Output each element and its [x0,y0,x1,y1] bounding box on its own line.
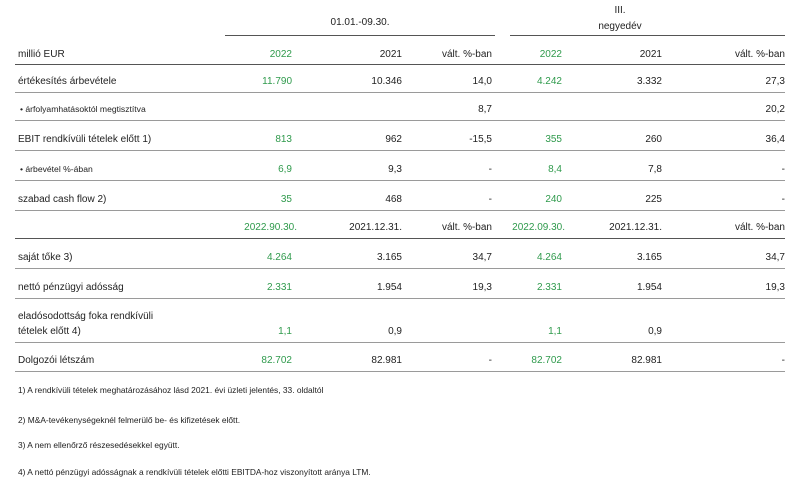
row-fcf-ytd-2021: 468 [385,194,402,205]
row-employees-ytd-change: - [488,355,492,366]
row-sales-q-2022: 4.242 [536,76,562,87]
col-q-2022: 2022 [539,49,562,60]
row-fcf-q-2021: 225 [645,194,662,205]
row-divider [15,342,785,343]
row-fcf-ytd-change: - [488,194,492,205]
row-ebit-ytd-change: -15,5 [469,134,492,145]
row-equity-label: saját tőke 3) [18,252,73,263]
row-fcf-q-change: - [781,194,785,205]
row-margin-q-2021: 7,8 [648,164,662,175]
row-leverage-q-2021: 0,9 [648,326,662,337]
col-ytd-2021: 2021 [379,49,402,60]
footnote-3: 3) A nem ellenőrző részesedésekkel együtt. [18,440,180,450]
row-divider [15,92,785,93]
row-divider [15,180,785,181]
row-sales-ytd-2021: 10.346 [371,76,402,87]
row-margin-ytd-2021: 9,3 [388,164,402,175]
col2-ytd-date-2021: 2021.12.31. [349,222,402,233]
row-divider [15,210,785,211]
row-sales-ytd-2022: 11.790 [262,76,292,87]
row-equity-q-change: 34,7 [765,252,785,263]
row-employees-q-2021: 82.981 [631,355,662,366]
row-margin-q-change: - [781,164,785,175]
row-employees-ytd-2022: 82.702 [261,355,292,366]
row-equity-ytd-2021: 3.165 [376,252,402,263]
row-fcf-ytd-2022: 35 [280,194,292,205]
row-margin-label: • árbevétel %-ában [20,164,93,174]
row-ebit-ytd-2022: 813 [275,134,292,145]
col-q-change: vált. %-ban [734,49,785,60]
row-fx-q-change: 20,2 [765,104,785,115]
row-sales-ytd-change: 14,0 [472,76,492,87]
period-header-ytd: 01.01.-09.30. [330,17,390,28]
row-sales-q-change: 27,3 [765,76,785,87]
row-netdebt-ytd-2021: 1.954 [376,282,402,293]
row-employees-q-2022: 82.702 [531,355,562,366]
row-employees-q-change: - [781,355,785,366]
row-leverage-ytd-2021: 0,9 [388,326,402,337]
row-equity-q-2022: 4.264 [536,252,562,263]
row-netdebt-ytd-change: 19,3 [472,282,492,293]
row-netdebt-label: nettó pénzügyi adósság [18,282,124,293]
row-leverage-q-2022: 1,1 [548,326,562,337]
row-leverage-ytd-2022: 1,1 [278,326,292,337]
row-divider [15,268,785,269]
col2-q-date-2022: 2022.09.30. [512,222,565,233]
header-rule-quarter [510,35,785,36]
row-netdebt-ytd-2022: 2.331 [266,282,292,293]
row-margin-q-2022: 8,4 [548,164,562,175]
row-netdebt-q-2022: 2.331 [536,282,562,293]
header2-underline [15,238,785,239]
row-equity-ytd-change: 34,7 [472,252,492,263]
col2-q-date-2021: 2021.12.31. [609,222,662,233]
col2-ytd-change: vált. %-ban [441,222,492,233]
period-header-quarter-word: negyedév [598,21,642,32]
row-leverage-label-line2: tételek előtt 4) [18,326,81,337]
row-equity-ytd-2022: 4.264 [266,252,292,263]
row-ebit-q-2022: 355 [545,134,562,145]
row-divider [15,120,785,121]
header-rule-ytd [225,35,495,36]
row-ebit-q-change: 36,4 [765,134,785,145]
row-ebit-label: EBIT rendkívüli tételek előtt 1) [18,134,152,145]
period-header-quarter-roman: III. [614,5,626,16]
col2-q-change: vált. %-ban [734,222,785,233]
row-ebit-ytd-2021: 962 [385,134,402,145]
row-fcf-q-2022: 240 [545,194,562,205]
row-fcf-label: szabad cash flow 2) [18,194,107,205]
footnote-2: 2) M&A-tevékenységeknél felmerülő be- és kifizetések előtt. [18,415,241,425]
col2-ytd-date-2022: 2022.90.30. [244,222,297,233]
row-divider [15,150,785,151]
row-equity-q-2021: 3.165 [636,252,662,263]
header-underline [15,64,785,65]
row-margin-ytd-2022: 6,9 [278,164,292,175]
row-margin-ytd-change: - [488,164,492,175]
footnote-1: 1) A rendkívüli tételek meghatározásához lásd 2021. évi üzleti jelentés, 33. oldaltól [18,385,324,395]
col-q-2021: 2021 [639,49,662,60]
row-fx-ytd-change: 8,7 [478,104,492,115]
row-sales-q-2021: 3.332 [636,76,662,87]
col-ytd-change: vált. %-ban [441,49,492,60]
footnote-4: 4) A nettó pénzügyi adósságnak a rendkívüli tételek előtti EBITDA-hoz viszonyított aránya LTM. [18,467,371,477]
row-employees-ytd-2021: 82.981 [371,355,402,366]
row-divider [15,298,785,299]
unit-label: millió EUR [18,49,65,60]
row-ebit-q-2021: 260 [645,134,662,145]
row-sales-label: értékesítés árbevétele [18,76,117,87]
row-employees-label: Dolgozói létszám [18,355,95,366]
row-leverage-label-line1: eladósodottság foka rendkívüli [18,311,154,322]
col-ytd-2022: 2022 [269,49,292,60]
row-netdebt-q-2021: 1.954 [636,282,662,293]
row-divider [15,371,785,372]
row-netdebt-q-change: 19,3 [765,282,785,293]
row-fx-label: • árfolyamhatásoktól megtisztítva [20,104,146,114]
